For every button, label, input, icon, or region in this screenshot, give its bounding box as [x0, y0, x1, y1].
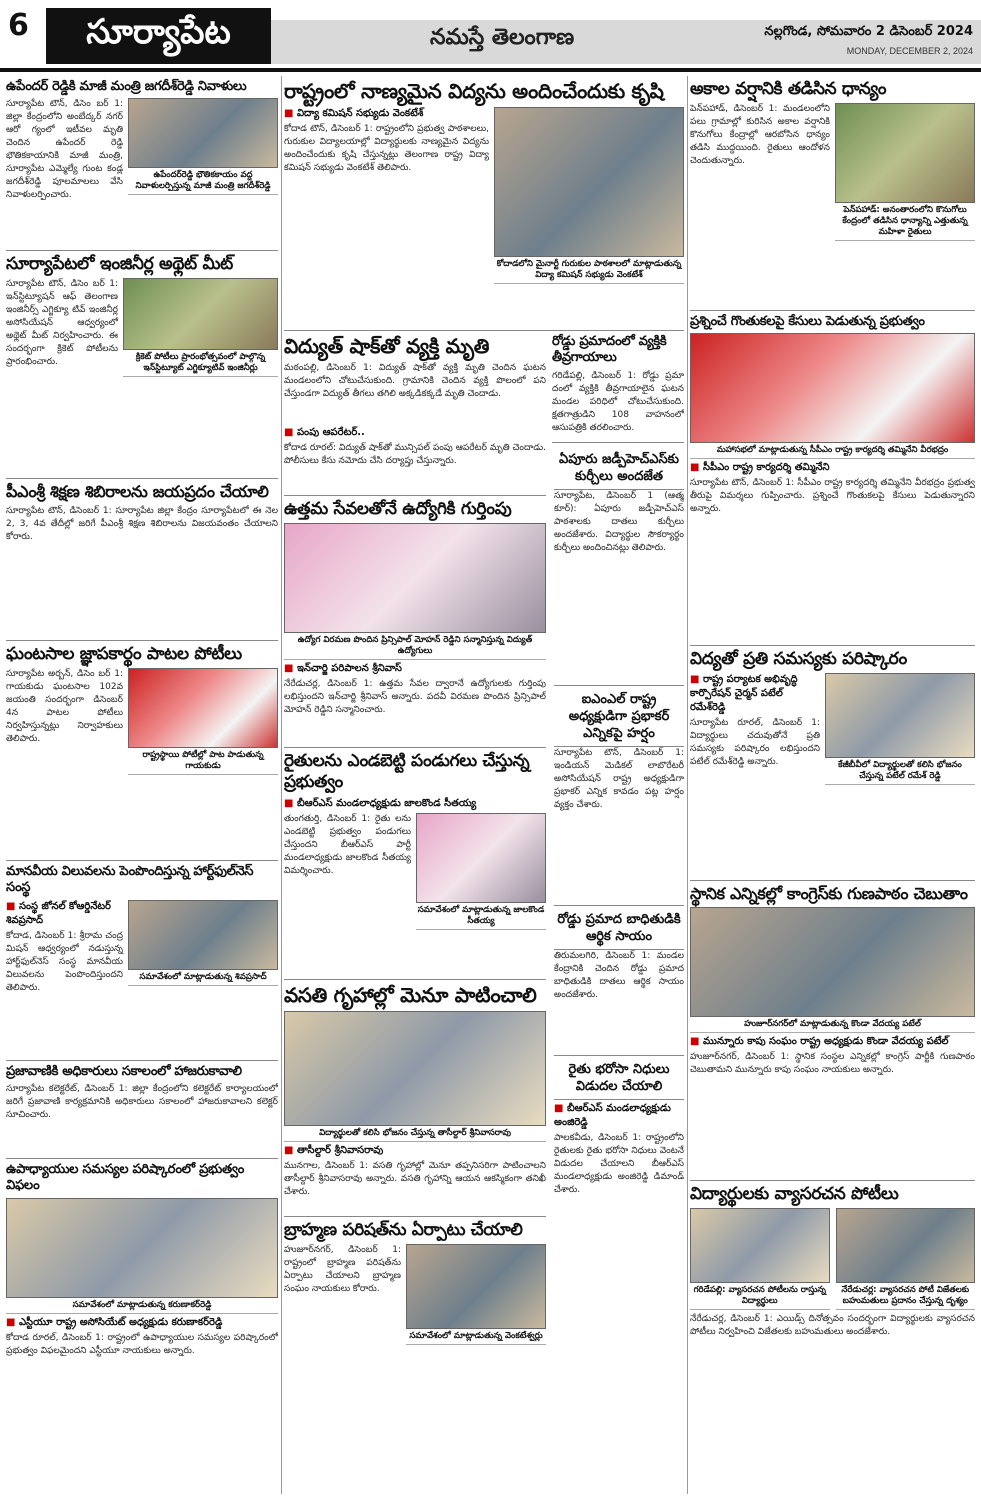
article	[6, 861, 278, 1061]
article-body: నేరేడుచర్ల, డిసెంబర్ 1: ఉత్తమ సేవల ద్వారానే ఉద్యోగులకు గుర్తింపు లభిస్తుందని ఇన్‌చార్జి శ్రీనివాస్ అన్నారు. పదవీ విరమణ పొందిన ప్రిన్సిపాల్ మోహన్ రెడ్డిని సన్మానించారు.	[284, 679, 546, 716]
column-divider	[281, 76, 282, 1494]
headline: అకాల వర్షానికి తడిసిన ధాన్యం	[690, 79, 887, 99]
photo-block	[128, 668, 278, 775]
headline: రోడ్డు ప్రమాదంలో వ్యక్తికి తీవ్రగాయాలు	[552, 334, 667, 366]
byline: ■ మున్నూరు కాపు సంఘం రాష్ట్ర అధ్యక్షుడు కొండా వేదయ్య పటేల్	[690, 1035, 975, 1049]
column-left	[6, 76, 278, 1494]
article	[554, 446, 684, 686]
article	[284, 1217, 546, 1352]
article-body: సూర్యాపేట టౌన్, డిసెం బర్ 1: జిల్లా కేంద్రంలోని అంబేద్కర్ నగర్ ఆరో గ్యంలో ఇటీవల మృతి చెందిన ఉపేందర్ రెడ్డి భౌతికకాయానికి మాజీ మంత్రి, సూర్యాపేట ఎమ్మెల్యే గుంట కండ్ల జగదీశ్‌రెడ్డి పూలమాలలు వేసి నివాళులర్పించారు.	[6, 99, 123, 201]
photo-caption: నేరేడుచర్ల: వ్యాసరచన పోటీ విజేతలకు బహుమతులు ప్రదానం చేస్తున్న దృశ్యం	[836, 1283, 976, 1310]
article-body: కోదాడ టౌన్, డిసెంబర్ 1: రాష్ట్రంలోని ప్రభుత్వ పాఠశాలలు, గురుకుల విద్యాలయాల్లో విద్యార్థులకు నాణ్యమైన విద్యను అందించేందుకు కృషి చేస్తున్నట్లు తెలంగాణ రాష్ట్ర విద్యా కమిషన్ సభ్యుడు వెంకటేశ్ తెలిపారు.	[284, 124, 489, 173]
byline: ■ విద్యా కమిషన్ సభ్యుడు వెంకటేశ్	[284, 107, 684, 121]
headline: విద్యతో ప్రతి సమస్యకు పరిష్కారం	[690, 649, 907, 669]
article	[690, 646, 975, 881]
photo-caption: సమావేశంలో మాట్లాడుతున్న వెంకటేశ్వర్లు	[406, 1329, 546, 1345]
article-body: తుంగతుర్తి, డిసెంబర్ 1: రైతు లను ఎండబెట్టి ప్రభుత్వం పండుగలు చేస్తుందని బీఆర్ఎస్ పార్టీ మండలాధ్యక్షుడు జాలకొండ సీతయ్య విమర్శించారు.	[284, 813, 411, 876]
photo-caption: క్రికెట్ పోటీలు ప్రారంభోత్సవంలో పాల్గొన్న ఇన్‌స్టిట్యూట్ ఎగ్జిక్యూటివ్ ఇంజినీర్లు	[123, 350, 278, 377]
byline: ■ రాష్ట్ర పర్యాటక అభివృద్ధి కార్పొరేషన్ చైర్మన్ పటేల్ రమేశ్‌రెడ్డి	[690, 673, 975, 715]
byline: ■ తాసీల్దార్ శ్రీనివాసరావు	[284, 1144, 546, 1158]
article-photo	[128, 668, 278, 748]
article	[284, 980, 546, 1217]
article	[6, 1061, 278, 1159]
headline: రాష్ట్రంలో నాణ్యమైన విద్యను అందించేందుకు కృషి	[284, 79, 664, 103]
article	[6, 479, 278, 641]
article-photo	[836, 1208, 976, 1283]
headline: ఏపూరు జడ్పీహెచ్‌ఎస్‌కు కుర్చీలు అందజేత	[554, 449, 684, 490]
article-body: హుజూర్‌నగర్, డిసెంబర్ 1: రాష్ట్రంలో బ్రాహ్మణ పరిషత్‌ను ఏర్పాటు చేయాలని బ్రాహ్మణ సంఘం నాయకులు కోరారు.	[284, 1245, 401, 1295]
article-photo	[494, 107, 684, 257]
photo-caption: కోదాడలోని మైనార్టీ గురుకుల పాఠశాలలో మాట్లాడుతున్న విద్యా కమిషన్ సభ్యుడు వెంకటేశ్	[494, 257, 684, 284]
photo-block	[128, 900, 278, 986]
article-photo	[6, 1198, 278, 1298]
article	[6, 251, 278, 479]
photo-block	[835, 103, 975, 241]
dateline-telugu: నల్లగొండ, సోమవారం 2 డిసెంబర్ 2024	[764, 24, 973, 39]
article	[6, 76, 278, 251]
photo-pair	[690, 1208, 975, 1310]
photo-block	[690, 1208, 830, 1310]
article	[690, 1181, 975, 1343]
article-body: మఠంపల్లి, డిసెంబర్ 1: విద్యుత్ షాక్‌తో వ్యక్తి మృతి చెందిన ఘటన మండలంలోని చోటుచేసుకుంది. గ్రామానికి చెందిన వ్యక్తి పొలంలో పని చేస్తుండగా విద్యుత్ తీగలు తగిలి అక్కడికక్కడే మృతి చెందాడు.	[284, 363, 546, 399]
column-center	[284, 76, 684, 1494]
center-side-note	[284, 344, 546, 468]
newspaper-name: నమస్తే తెలంగాణ	[430, 24, 575, 50]
article-body: కోదాడ రూరల్, డిసెంబర్ 1: రాష్ట్రంలో ఉపాధ్యాయుల సమస్యల పరిష్కారంలో ప్రభుత్వం విఫలమైందని ఎస్టీయూ నాయకులు అన్నారు.	[6, 1332, 278, 1356]
article-body: సూర్యాపేట టౌన్, డిసెంబర్ 1: ఇండియన్ మెడికల్ లాబొరేటరీ అసోసియేషన్ రాష్ట్ర అధ్యక్షుడిగా ప్రభాకర్ ఎన్నిక కావడం పట్ల హర్షం వ్యక్తం చేశారు.	[554, 747, 684, 810]
article-body: సూర్యాపేట కలెక్టరేట్, డిసెంబర్ 1: జిల్లా కేంద్రంలోని కలెక్టరేట్ కార్యాలయంలో జరిగే ప్రజావాణి కార్యక్రమానికి అధికారులు సకాలంలో హాజరుకావాలని కలెక్టర్ సూచించారు.	[6, 1084, 278, 1121]
masthead	[0, 0, 981, 72]
photo-caption: సమావేశంలో మాట్లాడుతున్న శివప్రసాద్	[128, 970, 278, 986]
headline: సూర్యాపేటలో ఇంజినీర్ల అథ్లెట్ మీట్	[6, 254, 233, 274]
headline: రైతులను ఎండబెట్టి పండుగలు చేస్తున్న ప్రభుత్వం	[284, 751, 530, 793]
article	[690, 76, 975, 311]
article-body: పెన్‌పహాడ్, డిసెంబర్ 1: మండలంలోని పలు గ్రామాల్లో కురిసిన అకాల వర్షానికి కొనుగోలు కేంద్రాల్లో ఆరబోసిన ధాన్యం తడిసి ముద్దయింది. రైతులు ఆందోళన చెందుతున్నారు.	[690, 104, 830, 167]
headline: స్థానిక ఎన్నికల్లో కాంగ్రెస్‌కు గుణపాఠం చెబుతాం	[690, 884, 968, 903]
headline: ప్రజావాణికి అధికారులు సకాలంలో హాజరుకావాలి	[6, 1064, 242, 1079]
photo-block	[128, 98, 278, 195]
headline: మానవీయ విలువలను పెంపొందిస్తున్న హార్ట్‌ఫుల్‌నెస్ సంస్థ	[6, 864, 254, 896]
article-photo	[690, 907, 975, 1017]
headline: ఉపేందర్ రెడ్డికి మాజీ మంత్రి జగదీశ్‌రెడ్డి నివాళులు	[6, 79, 247, 94]
photo-block	[123, 278, 278, 377]
headline: పీఎంశ్రీ శిక్షణ శిబిరాలను జయప్రదం చేయాలి	[6, 482, 269, 501]
article-photo	[825, 673, 975, 758]
photo-caption: ఉద్యోగ విరమణ పొందిన ప్రిన్సిపాల్ మోహన్ రెడ్డిని సన్మానిస్తున్న విద్యుత్ ఉద్యోగులు	[284, 633, 546, 660]
article-photo	[835, 103, 975, 203]
photo-caption: సమావేశంలో మాట్లాడుతున్న జాలకొండ సీతయ్య	[416, 903, 546, 930]
headline: ఘంటసాల జ్ఞాపకార్థం పాటల పోటీలు	[6, 644, 242, 664]
photo-caption: సమావేశంలో మాట్లాడుతున్న కరుణాకర్‌రెడ్డి	[6, 1298, 278, 1314]
photo-caption: మహాసభలో మాట్లాడుతున్న సీపీఎం రాష్ట్ర కార్యదర్శి తమ్మినేని వీరభద్రం	[690, 443, 975, 459]
byline: ■ ఎస్టీయూ రాష్ట్ర అసోసియేట్ అధ్యక్షుడు కరుణాకర్‌రెడ్డి	[6, 1316, 278, 1330]
article-body: గరిడేపల్లి, డిసెంబర్ 1: రోడ్డు ప్రమా దంలో వ్యక్తికి తీవ్రగాయాలైన ఘటన మండల పరిధిలో చోటుచేసుకుంది. క్షతగాత్రుడిని 108 వాహనంలో ఆసుపత్రికి తరలించారు.	[552, 370, 684, 433]
photo-block	[416, 813, 546, 930]
article-photo	[128, 98, 278, 168]
article	[6, 1159, 278, 1362]
photo-caption: రాష్ట్రస్థాయి పోటీల్లో పాట పాడుతున్న గాయకుడు	[128, 748, 278, 775]
photo-caption: కేజీబీవీలో విద్యార్థులతో కలిసి భోజనం చేస్తున్న పటేల్ రమేశ్ రెడ్డి	[825, 758, 975, 785]
article-photo	[128, 900, 278, 970]
headline: ఉత్తమ సేవలతోనే ఉద్యోగికి గుర్తింపు	[284, 499, 512, 519]
photo-caption: విద్యార్థులతో కలిసి భోజనం చేస్తున్న తాసీల్దార్ శ్రీనివాసరావు	[284, 1126, 546, 1142]
article-body: పాలకవీడు, డిసెంబర్ 1: రాష్ట్రంలోని రైతులకు రైతు భరోసా నిధులు వెంటనే విడుదల చేయాలని బీఆర్ఎస్ మండలాధ్యక్షుడు అంజిరెడ్డి డిమాండ్ చేశారు.	[554, 1132, 684, 1195]
column-right	[690, 76, 975, 1494]
section-title: సూర్యాపేట	[46, 8, 271, 64]
masthead-rule	[0, 68, 981, 72]
article-body: సూర్యాపేట, డిసెంబర్ 1 (ఆత్మ కూర్): ఏపూరు జడ్పీహెచ్‌ఎస్ పాఠశాలకు దాతలు కుర్చీలు అందజేశారు. విద్యార్థుల సౌకర్యార్థం కుర్చీలు అందించినట్లు తెలిపారు.	[554, 490, 684, 553]
article	[552, 331, 684, 443]
article	[284, 76, 684, 331]
page-number: 6	[8, 8, 29, 43]
article-body: తిరుమలగిరి, డిసెంబర్ 1: మండల కేంద్రానికి చెందిన రోడ్డు ప్రమాద బాధితుడికి దాతలు ఆర్థిక సాయం అందజేశారు.	[554, 950, 684, 1000]
article-body: సూర్యాపేట రూరల్, డిసెంబర్ 1: విద్యార్థులు చదువుతోనే ప్రతి సమస్యకు పరిష్కారం లభిస్తుందని పటేల్ రమేశ్‌రెడ్డి అన్నారు.	[690, 718, 820, 768]
article	[554, 1056, 684, 1201]
center-right-column	[554, 446, 684, 1201]
article-body: నేరేడుచర్ల, డిసెంబర్ 1: ఎయిడ్స్ దినోత్సవం సందర్భంగా విద్యార్థులకు వ్యాసరచన పోటీలు నిర్వహించి విజేతలకు బహుమతులు అందజేశారు.	[690, 1314, 975, 1338]
photo-block	[825, 673, 975, 785]
dateline-english: MONDAY, DECEMBER 2, 2024	[846, 46, 973, 56]
headline: విద్యార్థులకు వ్యాసరచన పోటీలు	[690, 1184, 899, 1204]
center-lower	[284, 496, 546, 1352]
byline: ■ సంస్థ జోనల్ కోఆర్డినేటర్ శివప్రసాద్	[6, 900, 278, 928]
article-body: సూర్యాపేట టౌన్, డిసెంబర్ 1: సూర్యాపేట జిల్లా కేంద్రం సూర్యాపేటలో ఈ నెల 2, 3, 4వ తేదీల్లో జరిగే పీఎంశ్రీ శిక్షణ శిబిరాలను విజయవంతం చేయాలని కోరారు.	[6, 506, 278, 542]
photo-block	[406, 1244, 546, 1345]
photo-block	[836, 1208, 976, 1310]
article-body: సూర్యాపేట టౌన్, డిసెంబర్ 1: సీపీఎం రాష్ట్ర కార్యదర్శి తమ్మినేని వీరభద్రం ప్రభుత్వ తీరుపై విమర్శలు గుప్పించారు. ప్రశ్నించే గొంతుకలపై కేసులు పెడుతున్నారని అన్నారు.	[690, 478, 975, 515]
headline: ఐఎంఎల్ రాష్ట్ర అధ్యక్షుడిగా ప్రభాకర్ ఎన్నికపై హర్షం	[554, 689, 684, 747]
headline: విద్యుత్ షాక్‌తో వ్యక్తి మృతి	[284, 334, 490, 358]
photo-block	[494, 107, 684, 284]
byline: ■ సీపీఎం రాష్ట్ర కార్యదర్శి తమ్మినేని	[690, 461, 975, 475]
article-body: కోదాడ, డిసెంబర్ 1: శ్రీరామ చంద్ర మిషన్ ఆధ్వర్యంలో నడుస్తున్న హార్ట్‌ఫుల్‌నెస్ సంస్థ మానవీయ విలువలను పెంపొందిస్తుందని తెలిపారు.	[6, 930, 123, 993]
photo-caption: హుజూర్‌నగర్‌లో మాట్లాడుతున్న కొండా వేదయ్య పటేల్	[690, 1017, 975, 1033]
article	[690, 311, 975, 646]
byline: ■ బీఆర్ఎస్ మండలాధ్యక్షుడు జాలకొండ సీతయ్య	[284, 797, 546, 811]
article	[284, 496, 546, 748]
article-photo	[284, 523, 546, 633]
headline: రైతు భరోసా నిధులు విడుదల చేయాలి	[554, 1059, 684, 1100]
article-photo	[690, 333, 975, 443]
article-photo	[284, 1011, 546, 1126]
byline: ■ బీఆర్ఎస్ మండలాధ్యక్షుడు అంజిరెడ్డి	[554, 1102, 684, 1130]
photo-caption: పెన్‌పహాడ్: అనంతారంలోని కొనుగోలు కేంద్రంలో తడిసిన ధాన్యాన్ని ఎత్తుతున్న మహిళా రైతులు	[835, 203, 975, 241]
article-photo	[690, 1208, 830, 1283]
headline: రోడ్డు ప్రమాద బాధితుడికి ఆర్థిక సాయం	[554, 909, 684, 950]
headline: బ్రాహ్మణ పరిషత్‌ను ఏర్పాటు చేయాలి	[284, 1220, 523, 1240]
side-heading: ■ పంపు ఆపరేటర్..	[284, 426, 546, 440]
article-body: మునగాల, డిసెంబర్ 1: వసతి గృహాల్లో మెనూ తప్పనిసరిగా పాటించాలని తాసీల్దార్ శ్రీనివాసరావు అన్నారు. వసతి గృహాన్ని ఆయన ఆకస్మికంగా తనిఖీ చేశారు.	[284, 1161, 546, 1197]
article	[554, 906, 684, 1056]
headline: ప్రశ్నించే గొంతుకలపై కేసులు పెడుతున్న ప్రభుత్వం	[690, 314, 925, 329]
article	[284, 748, 546, 980]
headline: ఉపాధ్యాయుల సమస్యల పరిష్కారంలో ప్రభుత్వం విఫలం	[6, 1162, 245, 1194]
article-photo	[406, 1244, 546, 1329]
photo-caption: గరిడేపల్లి: వ్యాసరచన పోటీలను రాస్తున్న విద్యార్థులు	[690, 1283, 830, 1310]
article-body: హుజూర్‌నగర్, డిసెంబర్ 1: స్థానిక సంస్థల ఎన్నికల్లో కాంగ్రెస్ పార్టీకి గుణపాఠం చెబుతామని మున్నూరు కాపు సంఘం నాయకులు అన్నారు.	[690, 1052, 975, 1075]
article	[6, 641, 278, 861]
headline: వసతి గృహాల్లో మెనూ పాటించాలి	[284, 983, 537, 1007]
article	[554, 686, 684, 906]
article-photo	[416, 813, 546, 903]
article-body: సూర్యాపేట టౌన్, డిసెం బర్ 1: ఇన్‌స్టిట్యూషన్ ఆఫ్ తెలంగాణ ఇంజినీర్స్ ఎగ్జిక్యూ టివ్ ఇంజినీర్ల అసోసియేషన్ ఆధ్వర్యంలో అథ్లెట్ మీట్ నిర్వహించారు. ఈ సందర్భంగా క్రికెట్ పోటీలను ప్రారంభించారు.	[6, 279, 118, 368]
side-body: కోదాడ రూరల్: విద్యుత్ షాక్‌తో మున్సిపల్ పంపు ఆపరేటర్ మృతి చెందాడు. పోలీసులు కేసు నమోదు చేసి దర్యాప్తు చేస్తున్నారు.	[284, 443, 546, 466]
article-photo	[123, 278, 278, 350]
byline: ■ ఇన్‌చార్జి పరిపాలన శ్రీనివాస్	[284, 662, 546, 676]
photo-caption: ఉపేందర్‌రెడ్డి భౌతికకాయం వద్ద నివాళులర్పిస్తున్న మాజీ మంత్రి జగదీశ్‌రెడ్డి	[128, 168, 278, 195]
article-body: సూర్యాపేట అర్బన్, డిసెం బర్ 1: గాయకుడు ఘంటసాల 102వ జయంతి సందర్భంగా డిసెంబర్ 4న పాటల పోటీలు నిర్వహిస్తున్నట్లు నిర్వాహకులు తెలిపారు.	[6, 669, 123, 745]
article	[690, 881, 975, 1181]
column-divider	[687, 76, 688, 1494]
